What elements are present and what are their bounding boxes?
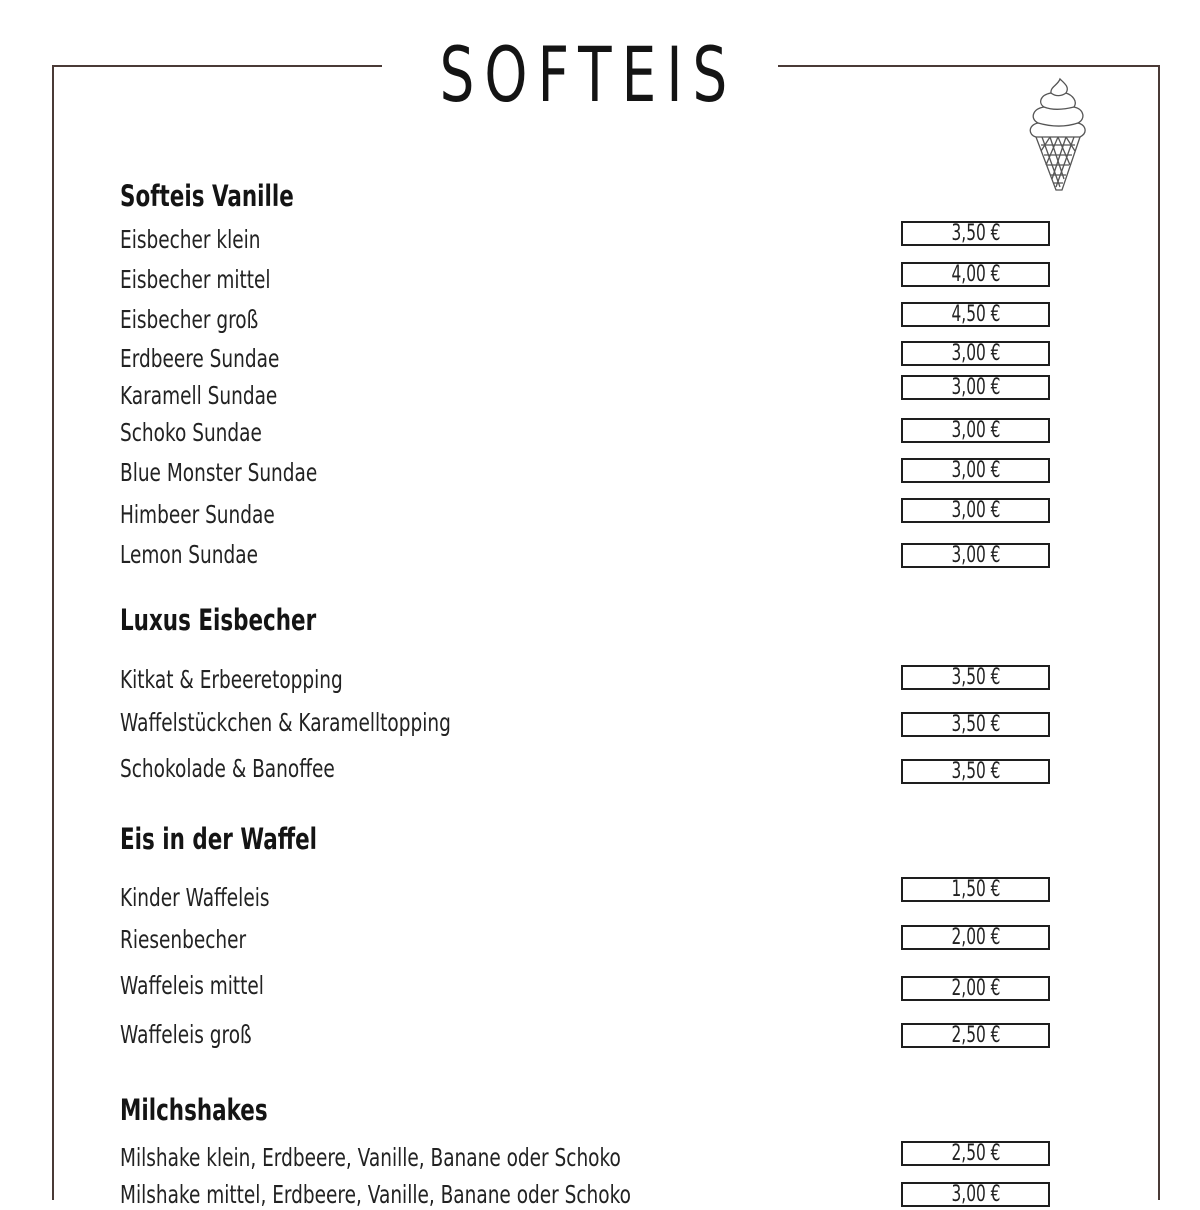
menu-item-price: 2,00 € bbox=[950, 976, 1000, 1001]
price-box bbox=[901, 712, 1050, 737]
menu-item bbox=[120, 458, 1060, 488]
price-box bbox=[901, 418, 1050, 443]
menu-item-price: 3,00 € bbox=[950, 498, 1000, 523]
price-box bbox=[901, 262, 1050, 287]
menu-item-name: Erdbeere Sundae bbox=[120, 344, 280, 373]
price-box bbox=[901, 925, 1050, 950]
section-heading-luxus-eisbecher: Luxus Eisbecher bbox=[120, 603, 317, 637]
frame-border-left bbox=[52, 65, 54, 1200]
menu-item-name: Waffeleis groß bbox=[120, 1020, 252, 1049]
frame-line-left bbox=[52, 65, 382, 67]
menu-item-price: 3,50 € bbox=[950, 221, 1000, 246]
menu-item-price: 4,50 € bbox=[950, 302, 1000, 327]
menu-item-price: 3,00 € bbox=[950, 543, 1000, 568]
price-box bbox=[901, 665, 1050, 690]
price-box bbox=[901, 877, 1050, 902]
menu-item-name: Eisbecher mittel bbox=[120, 265, 271, 294]
menu-item bbox=[120, 540, 1060, 570]
menu-item-name: Eisbecher klein bbox=[120, 225, 261, 254]
section-heading-milchshakes: Milchshakes bbox=[120, 1093, 268, 1127]
price-box bbox=[901, 543, 1050, 568]
menu-item bbox=[120, 341, 1060, 374]
menu-item-name: Waffelstückchen & Karamelltopping bbox=[120, 708, 451, 737]
menu-item-price: 4,00 € bbox=[950, 262, 1000, 287]
menu-item-price: 3,00 € bbox=[950, 341, 1000, 366]
menu-item bbox=[120, 971, 1060, 1001]
menu-item-name: Lemon Sundae bbox=[120, 540, 258, 569]
menu-item-name: Milshake klein, Erdbeere, Vanille, Banane oder Schoko bbox=[120, 1143, 621, 1172]
menu-item-price: 2,50 € bbox=[950, 1141, 1000, 1166]
menu-item-price: 3,00 € bbox=[950, 458, 1000, 483]
menu-item-name: Karamell Sundae bbox=[120, 381, 278, 410]
menu-item-price: 3,00 € bbox=[950, 418, 1000, 443]
menu-item-name: Himbeer Sundae bbox=[120, 500, 275, 529]
price-box bbox=[901, 341, 1050, 366]
price-box bbox=[901, 976, 1050, 1001]
menu-item bbox=[120, 708, 1060, 738]
price-box bbox=[901, 458, 1050, 483]
menu-item-name: Schokolade & Banoffee bbox=[120, 754, 335, 783]
menu-item-price: 3,50 € bbox=[950, 712, 1000, 737]
price-box bbox=[901, 759, 1050, 784]
menu-item-name: Schoko Sundae bbox=[120, 418, 262, 447]
menu-item bbox=[120, 302, 1060, 335]
soft-serve-cone-icon bbox=[1020, 75, 1095, 195]
menu-item bbox=[120, 500, 1060, 530]
price-box bbox=[901, 302, 1050, 327]
menu-item-price: 2,00 € bbox=[950, 925, 1000, 950]
frame-border-right bbox=[1158, 65, 1160, 1200]
menu-item-name: Riesenbecher bbox=[120, 925, 247, 954]
menu-item bbox=[120, 262, 1060, 295]
menu-item-price: 3,00 € bbox=[950, 375, 1000, 400]
menu-item bbox=[120, 418, 1060, 448]
section-heading-softeis-vanille: Softeis Vanille bbox=[120, 179, 294, 213]
menu-item-name: Blue Monster Sundae bbox=[120, 458, 318, 487]
price-box bbox=[901, 221, 1050, 246]
menu-item bbox=[120, 665, 1060, 695]
page-title: SOFTEIS bbox=[439, 30, 738, 119]
menu-item-price: 3,00 € bbox=[950, 1182, 1000, 1207]
menu-item-price: 3,50 € bbox=[950, 665, 1000, 690]
menu-item-name: Waffeleis mittel bbox=[120, 971, 264, 1000]
price-box bbox=[901, 1141, 1050, 1166]
menu-item bbox=[120, 1180, 1060, 1210]
menu-item bbox=[120, 1143, 1060, 1173]
menu-item-name: Kinder Waffeleis bbox=[120, 883, 270, 912]
menu-item bbox=[120, 925, 1060, 955]
menu-item-name: Milshake mittel, Erdbeere, Vanille, Banane oder Schoko bbox=[120, 1180, 631, 1209]
menu-item bbox=[120, 221, 1060, 255]
price-box bbox=[901, 498, 1050, 523]
price-box bbox=[901, 375, 1050, 400]
menu-item bbox=[120, 754, 1060, 784]
menu-item bbox=[120, 1020, 1060, 1050]
price-box bbox=[901, 1182, 1050, 1207]
menu-item bbox=[120, 877, 1060, 913]
section-heading-eis-in-der-waffel: Eis in der Waffel bbox=[120, 822, 318, 856]
price-box bbox=[901, 1023, 1050, 1048]
menu-item-price: 2,50 € bbox=[950, 1023, 1000, 1048]
menu-item bbox=[120, 375, 1060, 411]
menu-item-name: Eisbecher groß bbox=[120, 305, 259, 334]
menu-item-price: 3,50 € bbox=[950, 759, 1000, 784]
menu-item-name: Kitkat & Erbeeretopping bbox=[120, 665, 343, 694]
menu-item-price: 1,50 € bbox=[950, 877, 1000, 902]
frame-line-right bbox=[778, 65, 1160, 67]
